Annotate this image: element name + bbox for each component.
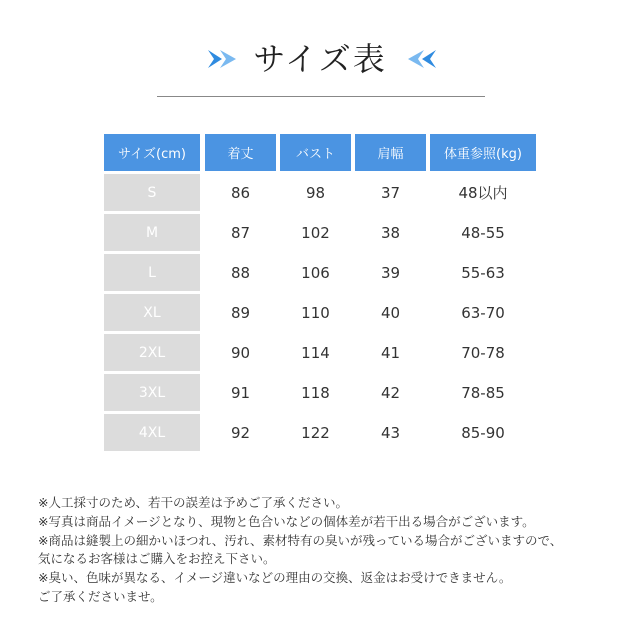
weight-cell: 55-63	[461, 263, 505, 282]
size-cell: M	[104, 214, 200, 251]
weight-cell: 78-85	[461, 383, 505, 402]
page-title: サイズ表	[253, 40, 387, 78]
weight-cell: 48-55	[461, 223, 505, 242]
shoulder-cell: 40	[380, 303, 401, 322]
shoulder-cell: 42	[380, 383, 401, 402]
bust-cell: 110	[301, 303, 330, 322]
size-cell: 3XL	[104, 374, 200, 411]
size-cell: 2XL	[104, 334, 200, 371]
bust-cell: 98	[305, 183, 326, 202]
note-line: ※商品は縫製上の細かいほつれ、汚れ、素材特有の臭いが残っている場合がございますので、	[38, 532, 563, 548]
title-area	[0, 34, 640, 84]
size-cell: L	[104, 254, 200, 291]
weight-cell: 48以内	[458, 184, 508, 202]
bust-cell: 102	[301, 223, 330, 242]
header-shoulder: 肩幅	[355, 134, 426, 171]
note-line: 気になるお客様はご購入をお控え下さい。	[38, 551, 276, 567]
length-cell: 88	[230, 263, 251, 282]
header-size: サイズ(cm)	[104, 134, 200, 171]
shoulder-cell: 41	[380, 343, 401, 362]
length-cell: 87	[230, 223, 251, 242]
bust-cell: 118	[301, 383, 330, 402]
shoulder-cell: 38	[380, 223, 401, 242]
header-weight: 体重参照(kg)	[430, 134, 536, 171]
notes	[38, 494, 628, 607]
weight-cell: 70-78	[461, 343, 505, 362]
length-cell: 86	[230, 183, 251, 202]
bust-cell: 106	[301, 263, 330, 282]
header-bust: バスト	[280, 134, 351, 171]
length-cell: 92	[230, 423, 251, 442]
note-line: ご了承くださいませ。	[38, 588, 163, 604]
length-cell: 91	[230, 383, 251, 402]
bust-cell: 114	[301, 343, 330, 362]
shoulder-cell: 37	[380, 183, 401, 202]
weight-cell: 63-70	[461, 303, 505, 322]
shoulder-cell: 43	[380, 423, 401, 442]
header-length: 着丈	[205, 134, 276, 171]
length-cell: 89	[230, 303, 251, 322]
size-cell: 4XL	[104, 414, 200, 451]
length-cell: 90	[230, 343, 251, 362]
note-line: ※写真は商品イメージとなり、現物と色合いなどの個体差が若干出る場合がございます。	[38, 513, 535, 529]
title-divider	[157, 96, 485, 97]
size-cell: XL	[104, 294, 200, 331]
note-line: ※人工採寸のため、若干の誤差は予めご了承ください。	[38, 495, 348, 510]
shoulder-cell: 39	[380, 263, 401, 282]
bust-cell: 122	[301, 423, 330, 442]
note-line: ※臭い、色味が異なる、イメージ違いなどの理由の交換、返金はお受けできません。	[38, 570, 512, 586]
size-cell: S	[104, 174, 200, 211]
chevron-left-icon	[404, 48, 438, 70]
weight-cell: 85-90	[461, 423, 505, 442]
